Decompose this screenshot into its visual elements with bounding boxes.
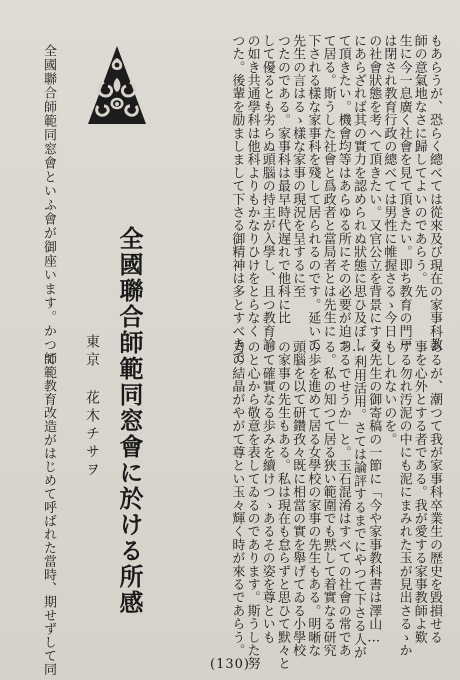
body-text-top [160,34,442,364]
body-bottom-line: の歩を進めて居る女學校の家事の先生もある。明晰な [305,340,321,657]
body-text-bottom [229,340,442,670]
body-bottom-line: …利用活用。さては論評するまでにやつて下さる人が [350,340,366,659]
body-bottom-line: 事を心外とする者である。我が愛する家事教師よ歎 [411,340,427,644]
body-bottom-line: もしれないのを。 [381,340,397,446]
page-number: (130) [210,657,250,672]
body-bottom-line: あるでせうか」と。玉石混淆はすべての社會の常であ [335,340,351,657]
body-top-line: もあらうが、恐らく總べては從來及び現在の家事科教 [427,34,442,351]
body-top-line: の社會狀態を考へて頂きたい。又官公立を背景にする [366,34,382,351]
body-top-line: 生に今一息廣く社會を見て頂きたい。即ち教育の門戸 [396,34,412,351]
body-bottom-line: して確實なる歩みを續けつゝあるその姿を尊といも [259,340,275,644]
body-top-line: の如き共通學科は他科よりもかなりひけをとらなく [244,34,260,338]
left-column-text: 全國聯合師範同窓會といふ會が御座います。かつて [41,44,56,366]
byline: 東京 花木チサヲ [84,334,100,480]
body-bottom-line: る。私の知つて居る狹い範圍でも黙して着實なる研究 [320,340,336,657]
body-top-line: は閉され教育行政の總べては男性に帷握さるゝ今日 [381,34,397,338]
body-bottom-line: あるが、潮つて我が家事科卒業生の歴史を毀損せる [427,340,442,644]
body-bottom-line: のと心から敬意を表してゐるのであります。斯うした努 [244,340,260,670]
body-top-line: して優るとも劣らぬ頭腦の持主が入學し、且つ教育論 [259,34,275,351]
body-bottom-line: 力の結晶がやがて尊とい玉々輝く時が來るであらう。 [229,340,245,657]
body-bottom-line: する勿れ汚泥の中にも泥にまみれた玉が見出さるゝか [396,340,412,657]
article-title: 全國聯合師範同窓會に於ける所感 [115,226,144,616]
body-top-line: て頂きたい。機會均等はあらゆる所にその必要が迫つ [335,34,351,351]
body-bottom-line: の家事の先生もある。私は現在も怠らずと思ひて默々と [274,340,290,670]
body-top-line: 先生の言はるゝ樣な家事の現況を呈するに至 [290,34,306,298]
body-top-line: つたのである。家事科は最早時代遅れで他科に比 [274,34,290,325]
body-top-line: つた。後輩を励ましまして下さる御精神は多とすべきで [229,34,245,364]
body-top-line: にあらざれば其の實力を認められぬ狀態に思ひ及ぼし [350,34,366,351]
body-top-line: て居る。斯うした社會と爲政者と當局者とは先生に [320,34,336,338]
body-top-line: 師の意氣地なさに歸してよいのであらう。先 [411,34,427,298]
body-bottom-line: 頭腦を以て研鑽孜々既に相當の實を舉げてゐる小學校 [290,340,306,657]
cloud-scroll-emblem-icon [84,42,150,130]
body-top-line: 下される樣な家事科を殘して居られるのです。延いて [305,34,321,351]
left-column-text-2: 師範教育改造がはじめて呼ばれた當時、期せずして同 [41,352,56,676]
body-bottom-line: 又先生の御寄稿の一節に「今や家事教科書は澤山… [366,340,382,646]
